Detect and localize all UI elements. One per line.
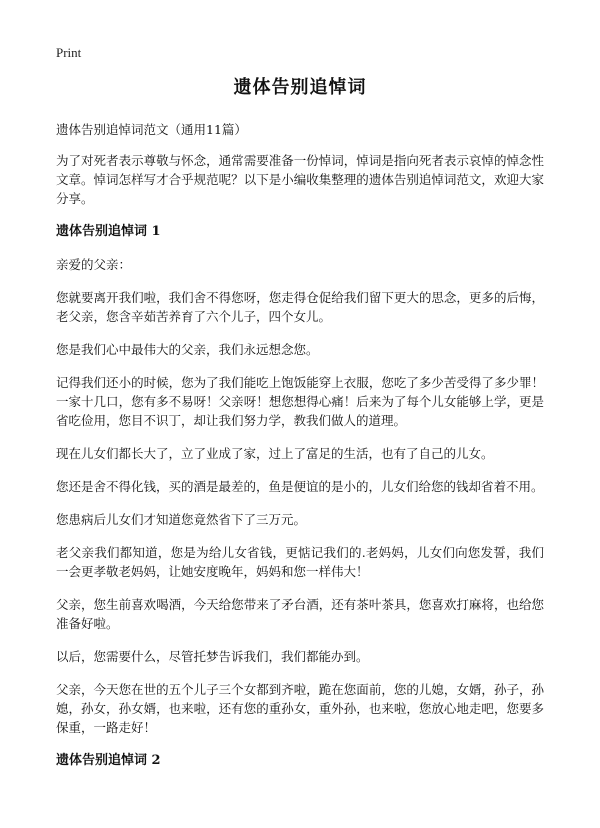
section-1-paragraph: 您就要离开我们啦，我们舍不得您呀，您走得仓促给我们留下更大的思念，更多的后悔，老父亲，您含辛茹苦养育了六个儿子，四个女儿。 bbox=[56, 290, 544, 324]
intro-paragraph: 为了对死者表示尊敬与怀念，通常需要准备一份悼词，悼词是指向死者表示哀悼的悼念性文章。悼词怎样写才合乎规范呢？以下是小编收集整理的遗体告别追悼词范文，欢迎大家分享。 bbox=[56, 153, 544, 206]
section-1-paragraph: 以后，您需要什么，尽管托梦告诉我们，我们都能办到。 bbox=[56, 649, 369, 664]
section-1-paragraph: 您患病后儿女们才知道您竟然省下了三万元。 bbox=[56, 512, 307, 527]
section-1-paragraph: 您是我们心中最伟大的父亲，我们永远想念您。 bbox=[56, 342, 319, 357]
section-1-paragraph: 亲爱的父亲： bbox=[56, 257, 132, 272]
section-1-paragraph: 现在儿女们都长大了，立了业成了家，过上了富足的生活，也有了自己的儿女。 bbox=[56, 446, 494, 461]
document-subtitle: 遗体告别追悼词范文（通用11篇） bbox=[56, 122, 247, 137]
print-link[interactable]: Print bbox=[56, 45, 82, 60]
section-1-paragraph: 父亲，今天您在世的五个儿子三个女都到齐啦，跪在您面前，您的儿媳，女婿，孙子，孙媳，孙女，孙女婿，也来啦，还有您的重孙女，重外孙，也来啦，您放心地走吧，您要多保重，一路走好！ bbox=[56, 682, 544, 735]
section-heading-1: 遗体告别追悼词 1 bbox=[56, 224, 161, 239]
section-1-paragraph: 父亲，您生前喜欢喝酒，今天给您带来了矛台酒，还有茶叶茶具，您喜欢打麻将，也给您准备好啦。 bbox=[56, 597, 544, 631]
section-heading-2: 遗体告别追悼词 2 bbox=[56, 753, 161, 768]
section-1-paragraph: 老父亲我们都知道，您是为给儿女省钱，更惦记我们的.老妈妈，儿女们向您发誓，我们一会更孝敬老妈妈，让她安度晚年，妈妈和您一样伟大！ bbox=[56, 545, 544, 579]
section-1-paragraph: 您还是舍不得化钱，买的酒是最差的，鱼是便谊的是小的，儿女们给您的钱却省着不用。 bbox=[56, 479, 544, 494]
section-1-paragraph: 记得我们还小的时候，您为了我们能吃上饱饭能穿上衣服，您吃了多少苦受得了多少罪！一家十几口，您有多不易呀！父亲呀！想您想得心痛！后来为了每个儿女能够上学，更是省吃俭用，您目不识丁，却让我们努力学，教我们做人的道理。 bbox=[56, 375, 544, 428]
page-title: 遗体告别追悼词 bbox=[233, 77, 367, 98]
